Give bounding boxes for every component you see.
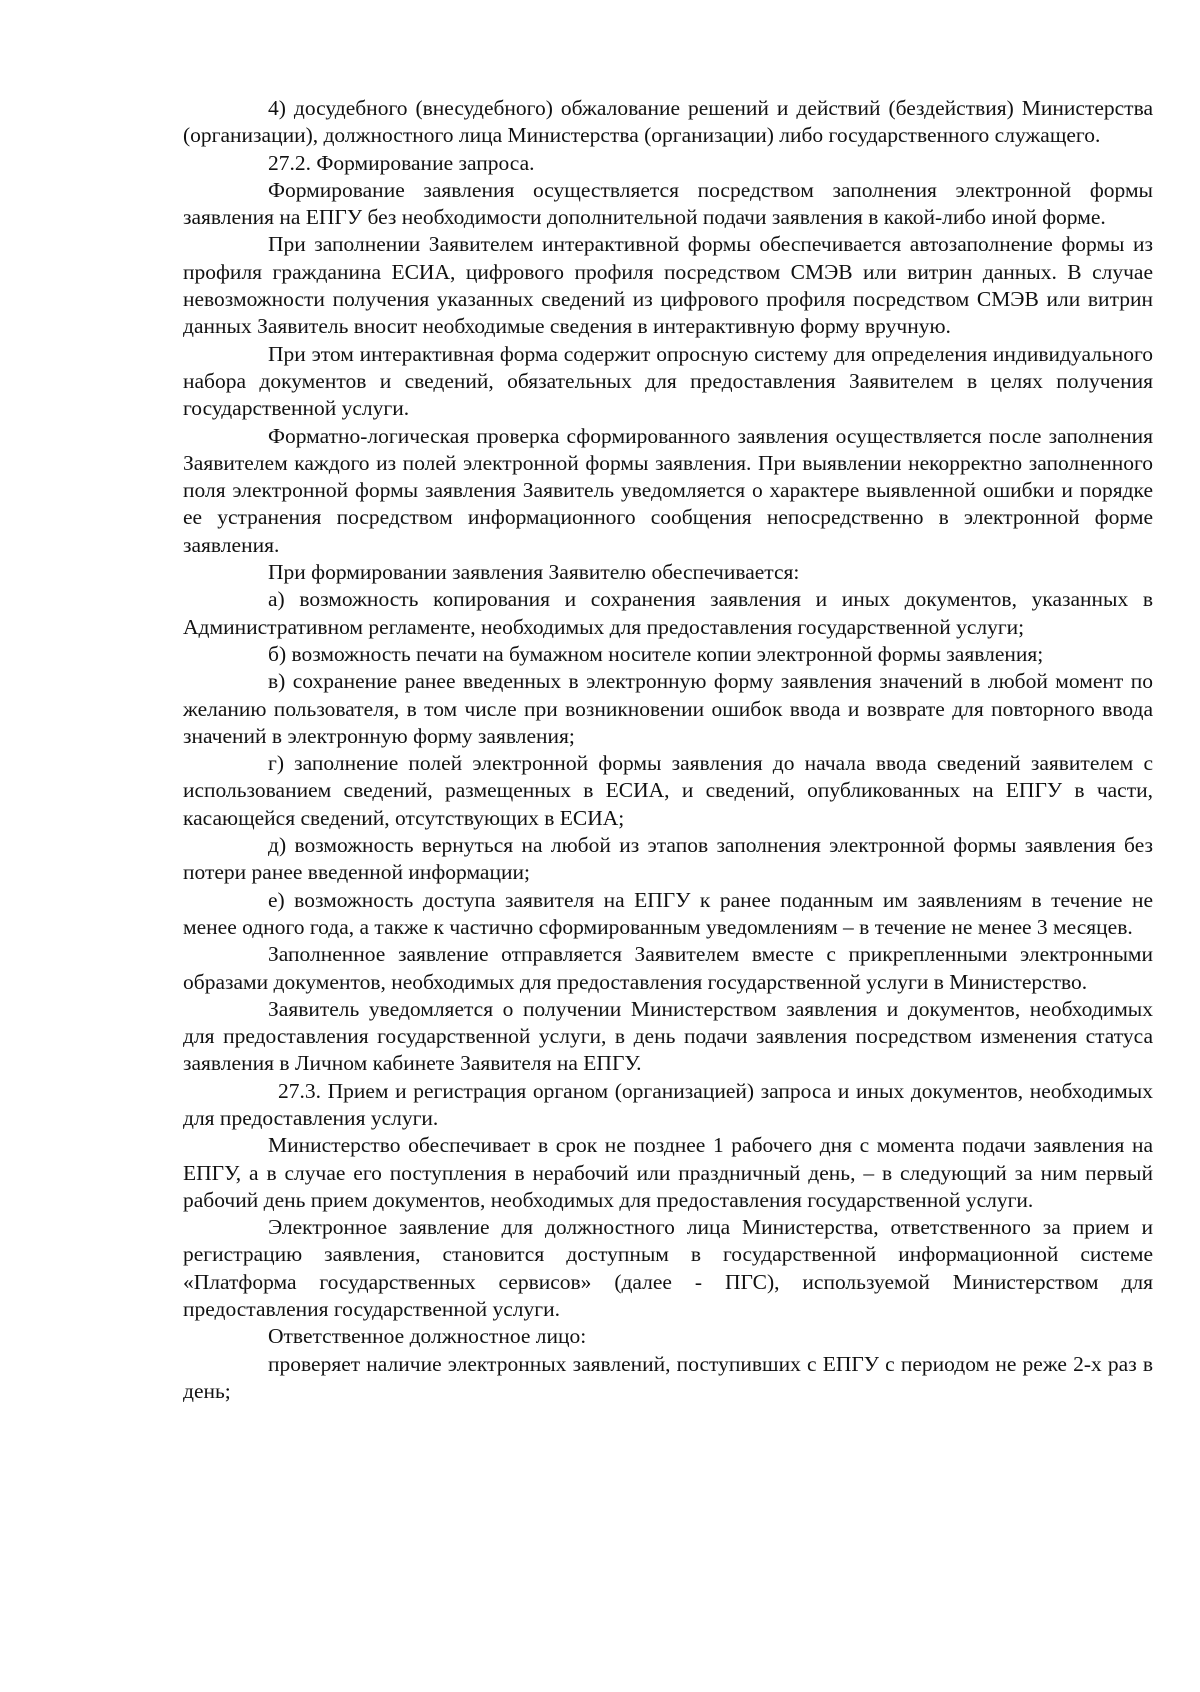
paragraph: При формировании заявления Заявителю обеспечивается: bbox=[268, 560, 800, 585]
paragraph-appeal-item-4: 4) досудебного (внесудебного) обжалование решений и действий (бездействия) Министерства (организации), должностного лица Министерства (организации) либо государственного служащего. bbox=[183, 96, 1153, 148]
list-item-d: д) возможность вернуться на любой из этапов заполнения электронной формы заявления без потери ранее введенной информации; bbox=[183, 833, 1153, 885]
paragraph: При заполнении Заявителем интерактивной формы обеспечивается автозаполнение формы из профиля гражданина ЕСИА, цифрового профиля посредством СМЭВ или витрин данных. В случае невозможности получения указанных сведений из цифрового профиля посредством СМЭВ или витрин данных Заявитель вносит необходимые сведения в интерактивную форму вручную. bbox=[183, 232, 1153, 339]
paragraph: При этом интерактивная форма содержит опросную систему для определения индивидуального набора документов и сведений, обязательных для предоставления Заявителем в целях получения государственной услуги. bbox=[183, 341, 1153, 421]
section-heading-27-2: 27.2. Формирование запроса. bbox=[268, 150, 535, 175]
section-heading-27-3: 27.3. Прием и регистрация органом (организацией) запроса и иных документов, необходимых для предоставления услуги. bbox=[183, 1078, 1153, 1130]
paragraph: Ответственное должностное лицо: bbox=[268, 1324, 587, 1349]
list-item-b: б) возможность печати на бумажном носителе копии электронной формы заявления; bbox=[268, 641, 1044, 666]
paragraph: проверяет наличие электронных заявлений, поступивших с ЕПГУ с периодом не реже 2-х раз в день; bbox=[183, 1351, 1153, 1403]
paragraph: Заполненное заявление отправляется Заявителем вместе с прикрепленными электронными образами документов, необходимых для предоставления государственной услуги в Министерство. bbox=[183, 942, 1153, 994]
list-item-a: а) возможность копирования и сохранения заявления и иных документов, указанных в Административном регламенте, необходимых для предоставления государственной услуги; bbox=[183, 587, 1153, 639]
paragraph: Форматно-логическая проверка сформированного заявления осуществляется после заполнения Заявителем каждого из полей электронной формы заявления. При выявлении некорректно заполненного поля электронной формы заявления Заявитель уведомляется о характере выявленной ошибки и порядке ее устранения посредством информационного сообщения непосредственно в электронной форме заявления. bbox=[183, 423, 1153, 557]
paragraph: Формирование заявления осуществляется посредством заполнения электронной формы заявления на ЕПГУ без необходимости дополнительной подачи заявления в какой-либо иной форме. bbox=[183, 177, 1153, 230]
paragraph: Заявитель уведомляется о получении Министерством заявления и документов, необходимых для предоставления государственной услуги, в день подачи заявления посредством изменения статуса заявления в Личном кабинете Заявителя на ЕПГУ. bbox=[183, 996, 1153, 1076]
list-item-g: г) заполнение полей электронной формы заявления до начала ввода сведений заявителем с использованием сведений, размещенных в ЕСИА, и сведений, опубликованных на ЕПГУ в части, касающейся сведений, отсутствующих в ЕСИА; bbox=[183, 751, 1153, 830]
list-item-v: в) сохранение ранее введенных в электронную форму заявления значений в любой момент по желанию пользователя, в том числе при возникновении ошибок ввода и возврате для повторного ввода значений в электронную форму заявления; bbox=[183, 669, 1153, 748]
document-page bbox=[183, 95, 1153, 1405]
paragraph: Министерство обеспечивает в срок не позднее 1 рабочего дня с момента подачи заявления на ЕПГУ, а в случае его поступления в нерабочий или праздничный день, – в следующий за ним первый рабочий день прием документов, необходимых для предоставления государственной услуги. bbox=[183, 1133, 1153, 1212]
list-item-e: е) возможность доступа заявителя на ЕПГУ к ранее поданным им заявлениям в течение не менее одного года, а также к частично сформированным уведомлениям – в течение не менее 3 месяцев. bbox=[183, 887, 1153, 939]
paragraph: Электронное заявление для должностного лица Министерства, ответственного за прием и регистрацию заявления, становится доступным в государственной информационной системе «Платформа государственных сервисов» (далее - ПГС), используемой Министерством для предоставления государственной услуги. bbox=[183, 1215, 1153, 1322]
